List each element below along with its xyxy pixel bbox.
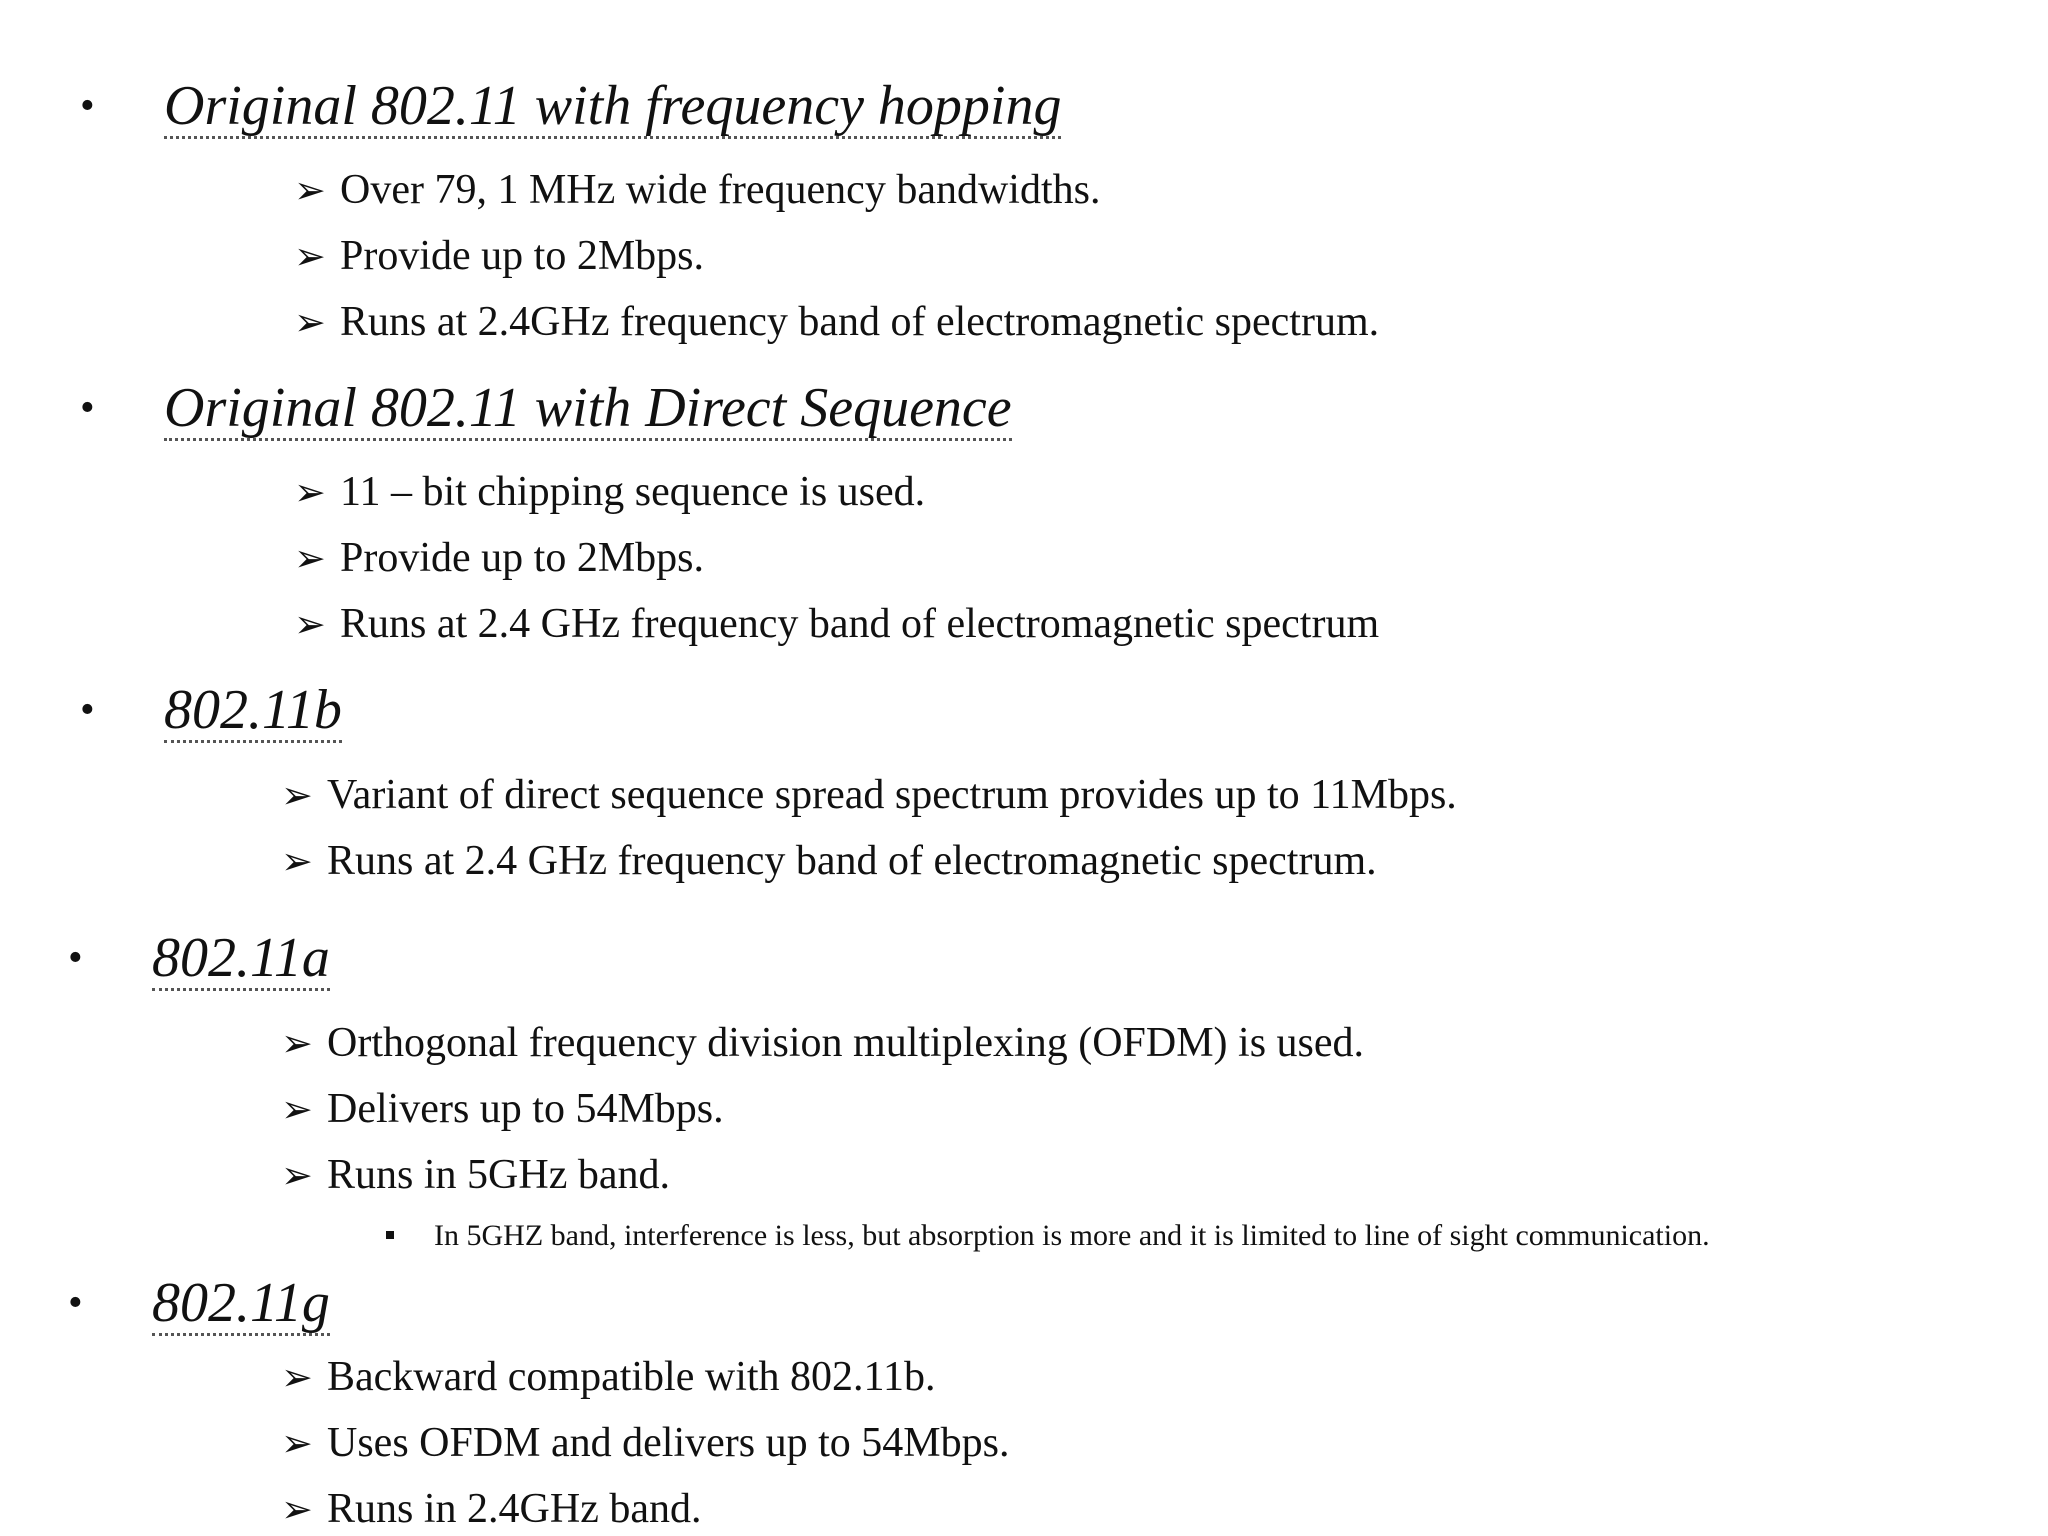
list-item xyxy=(281,770,1457,821)
arrow-bullet-icon: ➢ xyxy=(294,170,326,212)
list-item xyxy=(281,1084,724,1135)
list-item xyxy=(294,165,1100,216)
list-item-text: Variant of direct sequence spread spectrum provides up to 11Mbps. xyxy=(327,772,1457,818)
list-item xyxy=(294,467,925,518)
arrow-bullet-icon: ➢ xyxy=(281,1023,313,1065)
bullet-icon: • xyxy=(68,1280,83,1326)
list-item-text: Runs at 2.4 GHz frequency band of electromagnetic spectrum. xyxy=(327,838,1377,884)
arrow-bullet-icon: ➢ xyxy=(281,1089,313,1131)
list-item xyxy=(281,1352,935,1403)
list-item-text: Runs at 2.4GHz frequency band of electromagnetic spectrum. xyxy=(340,299,1380,345)
sub-list-item-text: In 5GHZ band, interference is less, but absorption is more and it is limited to line of sight communication. xyxy=(434,1219,1710,1252)
arrow-bullet-icon: ➢ xyxy=(294,472,326,514)
section-heading: Original 802.11 with Direct Sequence xyxy=(164,377,1012,439)
section-heading: 802.11a xyxy=(152,927,330,989)
sub-list-item xyxy=(386,1216,1710,1256)
list-item-text: Over 79, 1 MHz wide frequency bandwidths. xyxy=(340,167,1101,213)
list-item xyxy=(281,1150,670,1201)
bullet-icon: • xyxy=(80,385,95,431)
arrow-bullet-icon: ➢ xyxy=(281,1357,313,1399)
square-bullet-icon xyxy=(386,1231,394,1239)
arrow-bullet-icon: ➢ xyxy=(294,538,326,580)
list-item-text: Delivers up to 54Mbps. xyxy=(327,1086,724,1132)
section-heading: 802.11b xyxy=(164,679,342,741)
bullet-icon: • xyxy=(80,83,95,129)
list-item-text: Runs at 2.4 GHz frequency band of electromagnetic spectrum xyxy=(340,601,1380,647)
arrow-bullet-icon: ➢ xyxy=(281,1489,313,1531)
list-item-text: Uses OFDM and delivers up to 54Mbps. xyxy=(327,1420,1010,1466)
bullet-icon: • xyxy=(68,935,83,981)
list-item xyxy=(281,1484,701,1535)
list-item xyxy=(294,599,1379,650)
list-item-text: Provide up to 2Mbps. xyxy=(340,535,705,581)
list-item-text: Orthogonal frequency division multiplexing (OFDM) is used. xyxy=(327,1020,1365,1066)
arrow-bullet-icon: ➢ xyxy=(281,1423,313,1465)
arrow-bullet-icon: ➢ xyxy=(294,604,326,646)
section-heading: 802.11g xyxy=(152,1272,330,1334)
list-item-text: Runs in 5GHz band. xyxy=(327,1152,670,1198)
list-item xyxy=(294,231,704,282)
arrow-bullet-icon: ➢ xyxy=(281,1155,313,1197)
list-item-text: Runs in 2.4GHz band. xyxy=(327,1486,702,1532)
list-item xyxy=(281,1018,1364,1069)
list-item xyxy=(294,297,1379,348)
list-item xyxy=(294,533,704,584)
list-item xyxy=(281,836,1377,887)
list-item-text: Provide up to 2Mbps. xyxy=(340,233,705,279)
bullet-icon: • xyxy=(80,687,95,733)
section-heading: Original 802.11 with frequency hopping xyxy=(164,75,1062,137)
arrow-bullet-icon: ➢ xyxy=(281,775,313,817)
arrow-bullet-icon: ➢ xyxy=(294,302,326,344)
arrow-bullet-icon: ➢ xyxy=(281,841,313,883)
arrow-bullet-icon: ➢ xyxy=(294,236,326,278)
list-item-text: 11 – bit chipping sequence is used. xyxy=(340,469,926,515)
list-item xyxy=(281,1418,1009,1469)
list-item-text: Backward compatible with 802.11b. xyxy=(327,1354,936,1400)
